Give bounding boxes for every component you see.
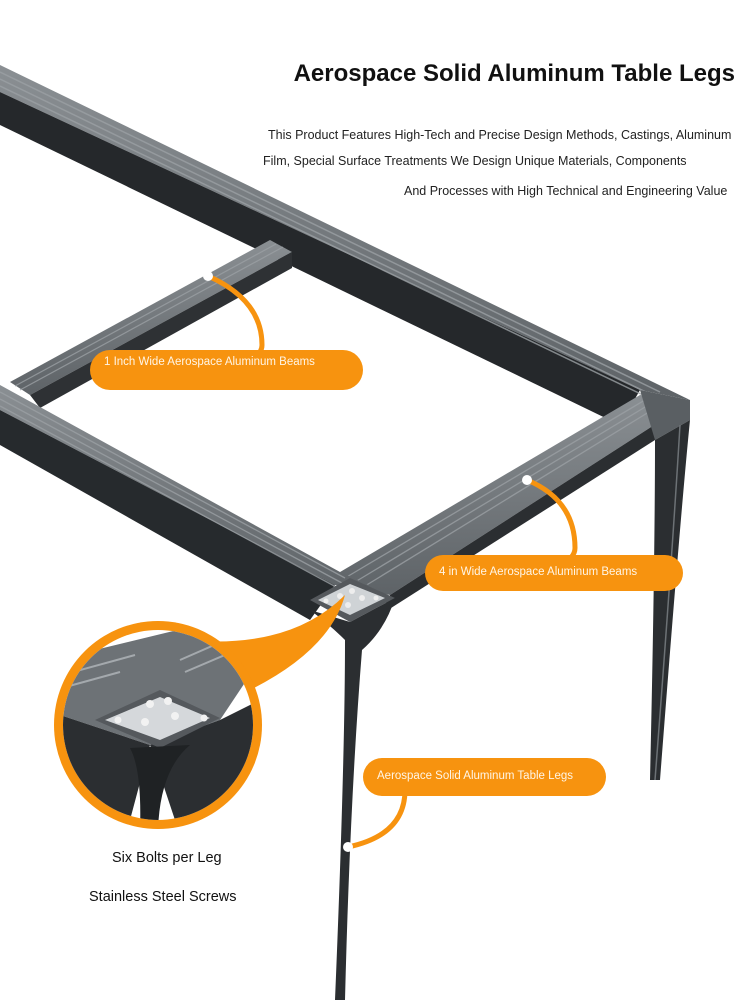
description-line-3: And Processes with High Technical and Engineering Value (404, 184, 728, 198)
callout-beam-1inch: 1 Inch Wide Aerospace Aluminum Beams (90, 350, 363, 390)
page-title: Aerospace Solid Aluminum Table Legs (293, 60, 735, 87)
front-long-beam (0, 385, 390, 620)
callout-legs: Aerospace Solid Aluminum Table Legs (363, 758, 606, 796)
callout-beam-4inch: 4 in Wide Aerospace Aluminum Beams (425, 555, 683, 591)
caption-bolts: Six Bolts per Leg (112, 850, 222, 866)
description-line-1: This Product Features High-Tech and Precise Design Methods, Castings, Aluminum (268, 128, 732, 142)
caption-screws: Stainless Steel Screws (89, 889, 237, 905)
connector-legs (348, 790, 405, 847)
bolt-detail-callout (54, 595, 345, 830)
description-line-2: Film, Special Surface Treatments We Design Unique Materials, Components (263, 154, 687, 168)
